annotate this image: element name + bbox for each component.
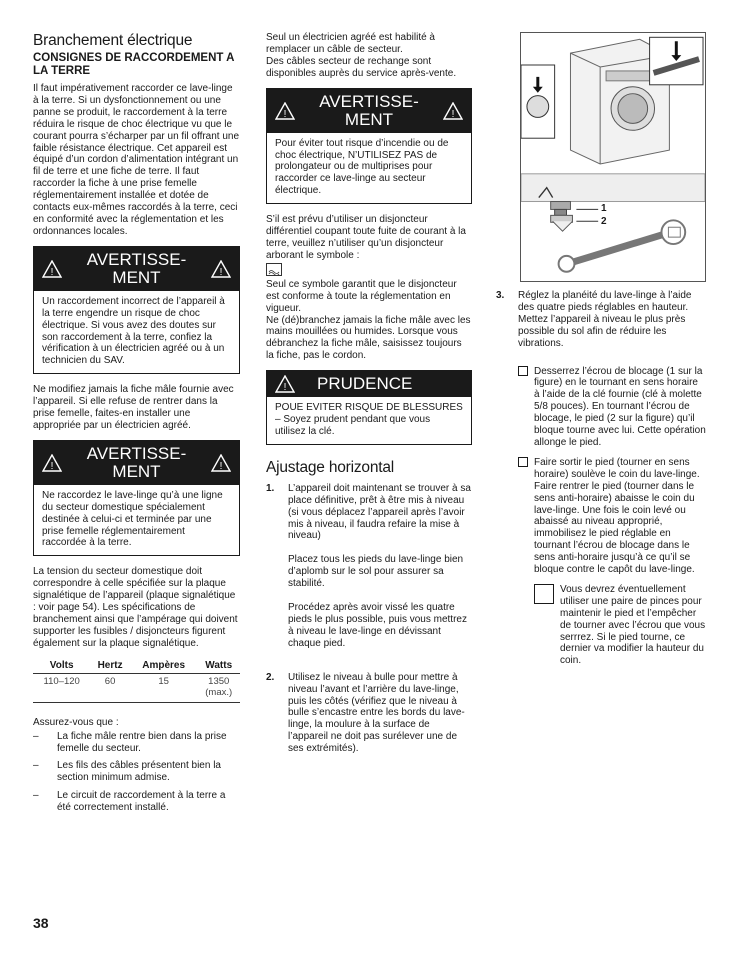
warning-title: AVERTISSE- MENT	[319, 91, 419, 129]
svg-text:!: !	[219, 460, 223, 472]
warning-body: Pour éviter tout risque d’incendie ou de choc électrique, N’UTILISEZ PAS de prolongateur ou de multiprises pour raccorder ce lave-linge au secteur électrique.	[275, 137, 449, 197]
column-3	[496, 290, 706, 667]
svg-text:!: !	[50, 460, 54, 472]
caution-header	[267, 371, 471, 397]
electrical-spec-table	[33, 658, 240, 703]
table-row	[33, 673, 240, 702]
svg-text:!: !	[283, 382, 287, 394]
step-number: 2.	[266, 671, 275, 683]
warning-box-2	[33, 440, 240, 557]
step-text: L’appareil doit maintenant se trouver à sa place définitive, prêt à être mis à niveau (si vous déplacez l’appareil après l’avoir mis à niveau, il faudra refaire la mise à niveau)	[288, 482, 471, 542]
step-2	[266, 672, 472, 763]
voltage-paragraph: La tension du secteur domestique doit correspondre à celle spécifiée sur la plaque signalétique de l’appareil (plaque signalétique : voir page 54). Les spécifications de branchement ainsi que l’ampérage qui doivent supporter les fusibles / disjoncteurs figurent également sur la plaque signalétique.	[33, 566, 238, 649]
caution-title: PRUDENCE	[317, 374, 413, 394]
page-number: 38	[33, 915, 49, 931]
checklist-intro: Assurez-vous que :	[33, 716, 119, 728]
table-cell: 15	[130, 673, 198, 702]
list-item: Desserrez l’écrou de blocage (1 sur la figure) en le tournant en sens horaire à l’aide de la clé fournie (clé à molette 5/8 pouces). En tournant l’écrou de blocage, le pied (2 sur la figure) qu’il bloque tourne avec lui. Cette opération allonge le pied.	[518, 366, 706, 449]
rcd-symbol-icon	[266, 263, 282, 276]
warning-body: Un raccordement incorrect de l’appareil à la terre engendre un risque de choc électrique. Si vous avez des doutes sur son raccordement à la terre, confiez la vérification à un électricien agréé ou à un technicien du SAV.	[42, 295, 225, 367]
list-item: – Le circuit de raccordement à la terre a été correctement installé.	[33, 790, 226, 814]
table-cell: 1350 (max.)	[197, 673, 240, 702]
warning-header	[34, 441, 239, 485]
step-number: 1.	[266, 482, 275, 494]
checkbox-icon	[518, 366, 528, 376]
cable-paragraph: Seul un électricien agréé est habilité à remplacer un câble de secteur. Des câbles secteur de rechange sont disponibles auprès du service après-vente.	[266, 32, 457, 79]
warning-header	[267, 89, 471, 133]
warning-triangle-icon	[275, 375, 295, 393]
table-cell: 110–120	[33, 673, 90, 702]
table-header: Watts	[197, 658, 240, 674]
warning-header	[34, 247, 239, 291]
table-cell: 60	[90, 673, 130, 702]
plug-paragraph: Ne modifiez jamais la fiche mâle fournie avec l’appareil. Si elle refuse de rentrer dans la prise femelle, faites-en installer une appropriée par un électricien agréé.	[33, 384, 234, 431]
list-item: – Les fils des câbles présentent bien la section minimum admise.	[33, 760, 221, 784]
caution-box	[266, 370, 472, 445]
step-text: Placez tous les pieds du lave-linge bien d’aplomb sur le sol pour assurer sa stabilité.	[288, 554, 464, 590]
figure-label-1: 1	[601, 203, 607, 214]
symbol-paragraph: Seul ce symbole garantit que le disjoncteur est conforme à toute la réglementation en vigueur. Ne (dé)branchez jamais la fiche mâle avec les mains mouillées ou humides. Lorsque vous débranchez la fiche mâle, saisissez toujours la fiche, pas le cordon.	[266, 278, 471, 362]
section-title-leveling: Ajustage horizontal	[266, 458, 395, 476]
warning-body: Ne raccordez le lave-linge qu’à une ligne du secteur domestique spécialement destinée à celui-ci et terminée par une prise femelle réglementairement raccordée à la terre.	[42, 489, 223, 549]
warning-triangle-icon	[275, 102, 295, 120]
checklist	[518, 366, 706, 668]
column-2	[266, 32, 472, 771]
warning-triangle-icon	[42, 260, 62, 278]
warning-title: AVERTISSE- MENT	[86, 249, 187, 287]
table-header: Volts	[33, 658, 90, 674]
step-number: 3.	[496, 290, 505, 301]
warning-box-1	[33, 246, 240, 374]
table-header: Hertz	[90, 658, 130, 674]
warning-box-3	[266, 88, 472, 205]
warning-triangle-icon	[211, 454, 231, 472]
note-text: Vous devrez éventuellement utiliser une paire de pinces pour maintenir le pied et l’empêcher de tourner avec l’écrou que vous serrrez. Si le pied tourne, ce dernier va modifier la hauteur du coin.	[560, 583, 706, 667]
table-header-row	[33, 658, 240, 674]
svg-text:!: !	[283, 108, 287, 120]
note-icon	[534, 584, 554, 604]
caution-body: POUE EVITER RISQUE DE BLESSURES – Soyez prudent pendant que vous utilisez la clé.	[275, 402, 463, 437]
section-title-electrical: Branchement électrique	[33, 32, 193, 49]
warning-triangle-icon	[443, 102, 463, 120]
step-text: Utilisez le niveau à bulle pour mettre à niveau l’avant et l’arrière du lave-linge, puis les côtés (vérifiez que le niveau à bulle s’encastre entre les bords du lave-linge, la moulure à la surface de l’appareil ne doit pas surélever une de ses extrémités).	[288, 671, 465, 755]
checkbox-icon	[518, 457, 528, 467]
list-item: – La fiche mâle rentre bien dans la prise femelle du secteur.	[33, 730, 227, 754]
step-text: Procédez après avoir vissé les quatre pieds le plus possible, puis vous mettrez à niveau le lave-linge en dévissant chaque pied.	[288, 602, 467, 649]
warning-triangle-icon	[42, 454, 62, 472]
figure-label-2: 2	[601, 216, 607, 227]
washer-leveling-diagram	[521, 33, 705, 281]
svg-text:!: !	[219, 266, 223, 278]
table-header: Ampères	[130, 658, 198, 674]
svg-text:!: !	[451, 108, 455, 120]
note-block	[534, 584, 706, 667]
leveling-illustration	[520, 32, 706, 282]
step-1	[266, 483, 472, 658]
list-item: Faire sortir le pied (tourner en sens horaire) soulève le coin du lave-linge. Faire rentrer le pied (tourner dans le sens anti-horaire) abaisse le coin du lave-linge. Une fois le coin levé ou abaissé au niveau approprié, immobilisez le pied réglable en tournant l’écrou de blocage dans le sens anti-horaire jusqu’à ce qu’il se bloque contre le capôt du lave-linge.	[518, 457, 706, 576]
column-1	[33, 32, 240, 820]
warning-title: AVERTISSE- MENT	[86, 443, 187, 481]
grounding-subtitle: CONSIGNES DE RACCORDEMENT A LA TERRE	[33, 52, 235, 77]
svg-text:!: !	[50, 266, 54, 278]
step-3	[496, 290, 706, 358]
gfci-paragraph: S’il est prévu d’utiliser un disjoncteur différentiel coupant toute fuite de courant à la terre, veuillez n’utiliser qu’un disjoncteur arborant le symbole :	[266, 214, 466, 261]
step-text: Réglez la planéité du lave-linge à l’aide des quatre pieds réglables en hauteur. Mettez l’appareil à niveau le plus près possible du sol afin de réduire les vibrations.	[518, 290, 692, 349]
warning-triangle-icon	[211, 260, 231, 278]
grounding-intro: Il faut impérativement raccorder ce lave-linge à la terre. Si un dysfonctionnement ou une panne se produit, le raccordement à la terre réduira le risque de choc électrique vu que le courant pourra s’écharper par un fil offrant une faible résistance électrique. Cet appareil est équipé d’un cordon d’alimentation intégrant un fil de terre et une fiche de terre. Il faut raccorder la fiche à une prise femelle réglementairement installée et dotée de contacts eux-mêmes raccordés à la terre, ceci en conformité avec la réglementation et les ordonnances locales.	[33, 83, 240, 237]
